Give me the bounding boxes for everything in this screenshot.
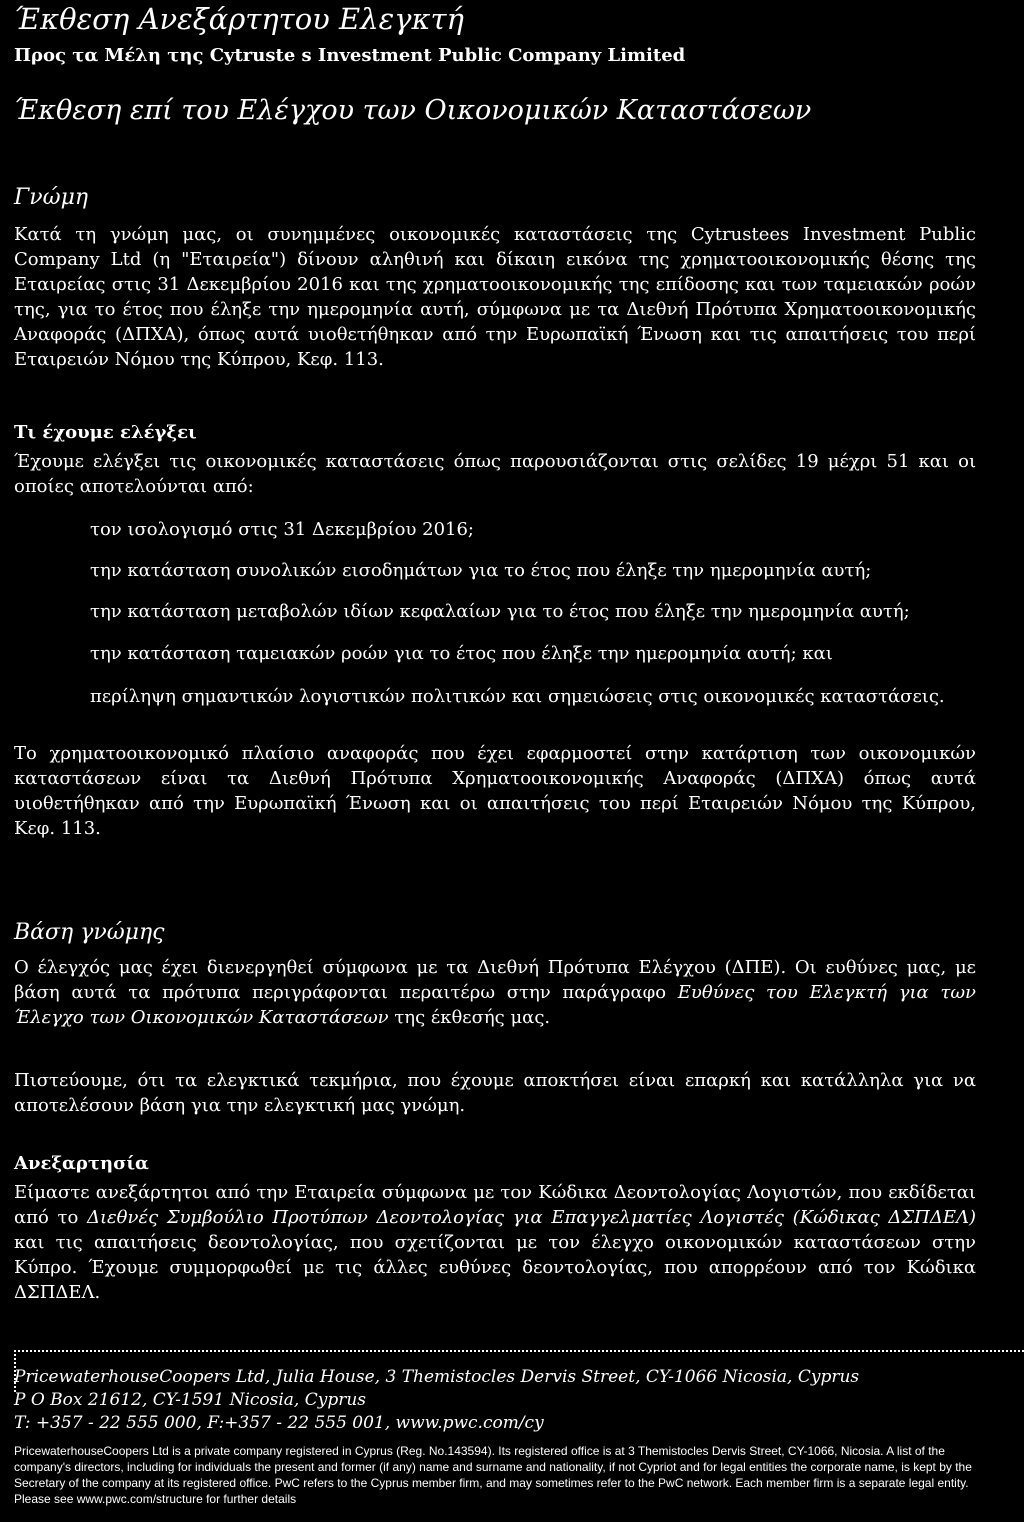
footer-po-box: P O Box 21612, CY-1591 Nicosia, Cyprus xyxy=(14,1390,367,1410)
audited-intro: Έχουμε ελέγξει τις οικονομικές καταστάσεις όπως παρουσιάζονται στις σελίδες 19 μέχρι 51 και οι οποίες αποτελούνται από: xyxy=(14,451,976,497)
list-item: τον ισολογισμό στις 31 Δεκεμβρίου 2016; xyxy=(90,519,474,540)
independence-paragraph: Είμαστε ανεξάρτητοι από την Εταιρεία σύμφωνα με τον Κώδικα Δεοντολογίας Λογιστών, που εκδίδεται από το Διεθνές Συμβούλιο Προτύπων Δεοντολογίας για Επαγγελματίες Λογιστές (Κώδικας ΔΣΠΔΕΛ) και τις απαιτήσεις δεοντολογίας, που σχετίζονται με τον έλεγχο οικονομικών καταστάσεων στην Κύπρο. Έχουμε συμμορφωθεί με τις άλλες ευθύνες δεοντολογίας, που απορρέουν από τον Κώδικα ΔΣΠΔΕΛ. xyxy=(14,1182,977,1303)
footer-contact: T: +357 - 22 555 000, F:+357 - 22 555 001, www.pwc.com/cy xyxy=(14,1413,544,1433)
audited-heading: Τι έχουμε ελέγξει xyxy=(14,422,197,443)
list-item: την κατάσταση ταμειακών ροών για το έτος που έληξε την ημερομηνία αυτή; και xyxy=(90,643,833,664)
framework-paragraph: Το χρηματοοικονομικό πλαίσιο αναφοράς που έχει εφαρμοστεί στην κατάρτιση των οικονομικών καταστάσεων είναι τα Διεθνή Πρότυπα Χρηματοοικονομικής Αναφοράς (ΔΠΧΑ) όπως αυτά υιοθετήθηκαν από την Ευρωπαϊκή Ένωση και οι απαιτήσεις του περί Εταιρειών Νόμου της Κύπρου, Κεφ. 113. xyxy=(14,743,976,839)
independence-heading: Ανεξαρτησία xyxy=(14,1153,149,1174)
list-item: την κατάσταση συνολικών εισοδημάτων για το έτος που έληξε την ημερομηνία αυτή; xyxy=(90,560,872,581)
basis-paragraph-1: Ο έλεγχός μας έχει διενεργηθεί σύμφωνα με τα Διεθνή Πρότυπα Ελέγχου (ΔΠΕ). Οι ευθύνες μας, με βάση αυτά τα πρότυπα περιγράφονται περαιτέρω στην παράγραφο Ευθύνες του Ελεγκτή για των Έλεγχο των Οικονομικών Καταστάσεων της έκθεσής μας. xyxy=(14,957,976,1028)
report-heading: Έκθεση επί του Ελέγχου των Οικονομικών Καταστάσεων xyxy=(14,95,812,126)
ethics-board-reference: Διεθνές Συμβούλιο Προτύπων Δεοντολογίας για Επαγγελματίες Λογιστές (Κώδικας ΔΣΠΔΕΛ) xyxy=(86,1207,977,1228)
basis-heading: Βάση γνώμης xyxy=(14,920,165,945)
list-item: την κατάσταση μεταβολών ιδίων κεφαλαίων για το έτος που έληξε την ημερομηνία αυτή; xyxy=(90,601,910,622)
report-addressee: Προς τα Μέλη της Cytruste s Investment Public Company Limited xyxy=(14,45,686,66)
footer-address xyxy=(14,1366,859,1435)
auditor-responsibilities-reference: Ευθύνες του Ελεγκτή για των Έλεγχο των Οικονομικών Καταστάσεων xyxy=(14,982,976,1028)
list-item: περίληψη σημαντικών λογιστικών πολιτικών και σημειώσεις στις οικονομικές καταστάσεις. xyxy=(90,686,945,707)
footer-address-line: PricewaterhouseCoopers Ltd, Julia House, 3 Themistocles Dervis Street, CY-1066 Nicosia, Cyprus xyxy=(14,1367,860,1387)
basis-paragraph-2: Πιστεύουμε, ότι τα ελεγκτικά τεκμήρια, που έχουμε αποκτήσει είναι επαρκή και κατάλληλα για να αποτελέσουν βάση για την ελεγκτική μας γνώμη. xyxy=(14,1070,976,1116)
opinion-heading: Γνώμη xyxy=(14,185,89,210)
opinion-paragraph: Κατά τη γνώμη μας, οι συνημμένες οικονομικές καταστάσεις της Cytrustees Investment Public Company Ltd (η "Εταιρεία") δίνουν αληθινή και δίκαιη εικόνα της χρηματοοικονομικής θέσης της Εταιρείας στις 31 Δεκεμβρίου 2016 και της χρηματοοικονομικής της επίδοσης και των ταμειακών ροών της, για το έτος που έληξε την ημερομηνία αυτή, σύμφωνα με τα Διεθνή Πρότυπα Χρηματοοικονομικής Αναφοράς (ΔΠΧΑ), όπως αυτά υιοθετήθηκαν από την Ευρωπαϊκή Ένωση και τις απαιτήσεις του περί Εταιρειών Νόμου της Κύπρου, Κεφ. 113. xyxy=(14,224,976,370)
footer-divider xyxy=(14,1350,1024,1352)
footer-legal-notice: PricewaterhouseCoopers Ltd is a private company registered in Cyprus (Reg. No.143594). Its registered office is at 3 Themistocles Dervis Street, CY-1066, Nicosia. A list of the company's directors, including for individuals the present and former (if any) name and surname and nationality, if not Cypriot and for legal entities the corporate name, is kept by the Secretary of the company at its registered office. PwC refers to the Cyprus member firm, and may sometimes refer to the PwC network. Each member firm is a separate legal entity. Please see www.pwc.com/structure for further details xyxy=(14,1444,972,1506)
report-title: Έκθεση Ανεξάρτητου Ελεγκτή xyxy=(14,2,464,36)
